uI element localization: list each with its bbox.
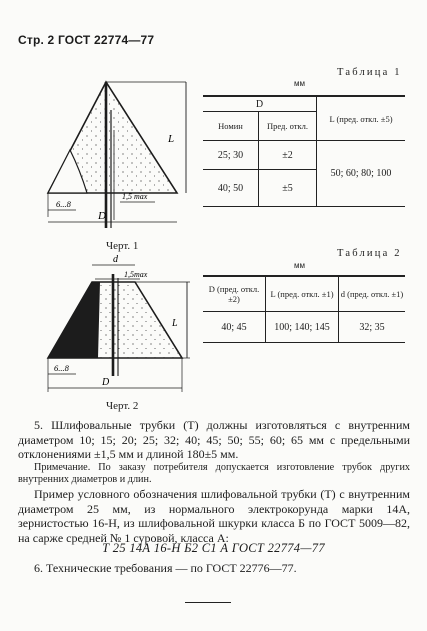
note: Примечание. По заказу потребителя допускается изготовление трубок других внутренних диаметров и длин.: [18, 462, 410, 485]
table-2-header-d: d (пред. откл. ±1): [339, 276, 406, 312]
end-rule: [185, 602, 231, 603]
table-2-unit: мм: [294, 261, 305, 270]
table-1: [203, 95, 405, 207]
paragraph-5: 5. Шлифовальные трубки (Т) должны изготовляться с внутренним диаметром 10; 15; 20; 25; 32; 40; 45; 50; 55; 60; 65 мм с предельными отклонениями ±1,5 мм и длиной 180±5 мм.: [18, 418, 410, 461]
dim-label-L: L: [172, 318, 178, 329]
table-1-header-deviation: Пред. откл.: [259, 112, 317, 141]
table-2-cell-L: 100; 140; 145: [266, 312, 339, 343]
table-2: [203, 275, 405, 343]
table-1-caption: Таблица 1: [337, 67, 402, 78]
table-1-cell-L: 50; 60; 80; 100: [317, 141, 406, 207]
table-2-caption: Таблица 2: [337, 248, 402, 259]
abrasive-fill: [98, 282, 182, 358]
table-1-cell-D-1: 25; 30: [203, 141, 259, 170]
figure-2-drawing: [40, 252, 200, 402]
table-1-cell-D-2: 40; 50: [203, 170, 259, 207]
dim-label-D: D: [98, 210, 106, 222]
dim-label-L: L: [168, 133, 175, 145]
table-1-cell-dev-2: ±5: [259, 170, 317, 207]
figure-1-drawing: [40, 70, 200, 250]
table-2-cell-d: 32; 35: [339, 312, 406, 343]
dim-label-D: D: [102, 377, 110, 388]
dim-label-6-8: 6...8: [54, 363, 69, 373]
table-1-unit: мм: [294, 79, 305, 88]
figure-1-caption: Черт. 1: [106, 240, 139, 252]
table-1-header-nominal: Номин: [203, 112, 259, 141]
figure-2-caption: Черт. 2: [106, 400, 139, 412]
dim-label-6-8: 6...8: [56, 199, 71, 209]
dim-label-1-5: 1,5max: [124, 270, 148, 279]
designation-example: Пример условного обозначения шлифовальной трубки (Т) с внутренним диаметром 25 мм, из нормального электрокорунда марки 14А, зернистостью 16-Н, из шлифовальной шкурки класса Б по ГОСТ 5009—82, на саржe средней № 1 суровой, класса А:: [18, 487, 410, 545]
dim-label-1-5: 1,5 max: [122, 192, 148, 201]
table-2-header-L: L (пред. откл. ±1): [266, 276, 339, 312]
page-header: Стр. 2 ГОСТ 22774—77: [18, 33, 155, 47]
dim-label-d: d: [113, 254, 118, 265]
paragraph-6: 6. Технические требования — по ГОСТ 22776—77.: [34, 561, 297, 575]
cone-wall-section: [48, 282, 100, 358]
table-1-header-D: D: [203, 96, 317, 112]
table-1-cell-dev-1: ±2: [259, 141, 317, 170]
designation: Т 25 14А 16-Н Б2 С1 А ГОСТ 22774—77: [102, 541, 325, 555]
table-2-cell-D: 40; 45: [203, 312, 266, 343]
table-1-header-L: L (пред. откл. ±5): [317, 96, 406, 141]
table-2-header-D: D (пред. откл. ±2): [203, 276, 266, 312]
